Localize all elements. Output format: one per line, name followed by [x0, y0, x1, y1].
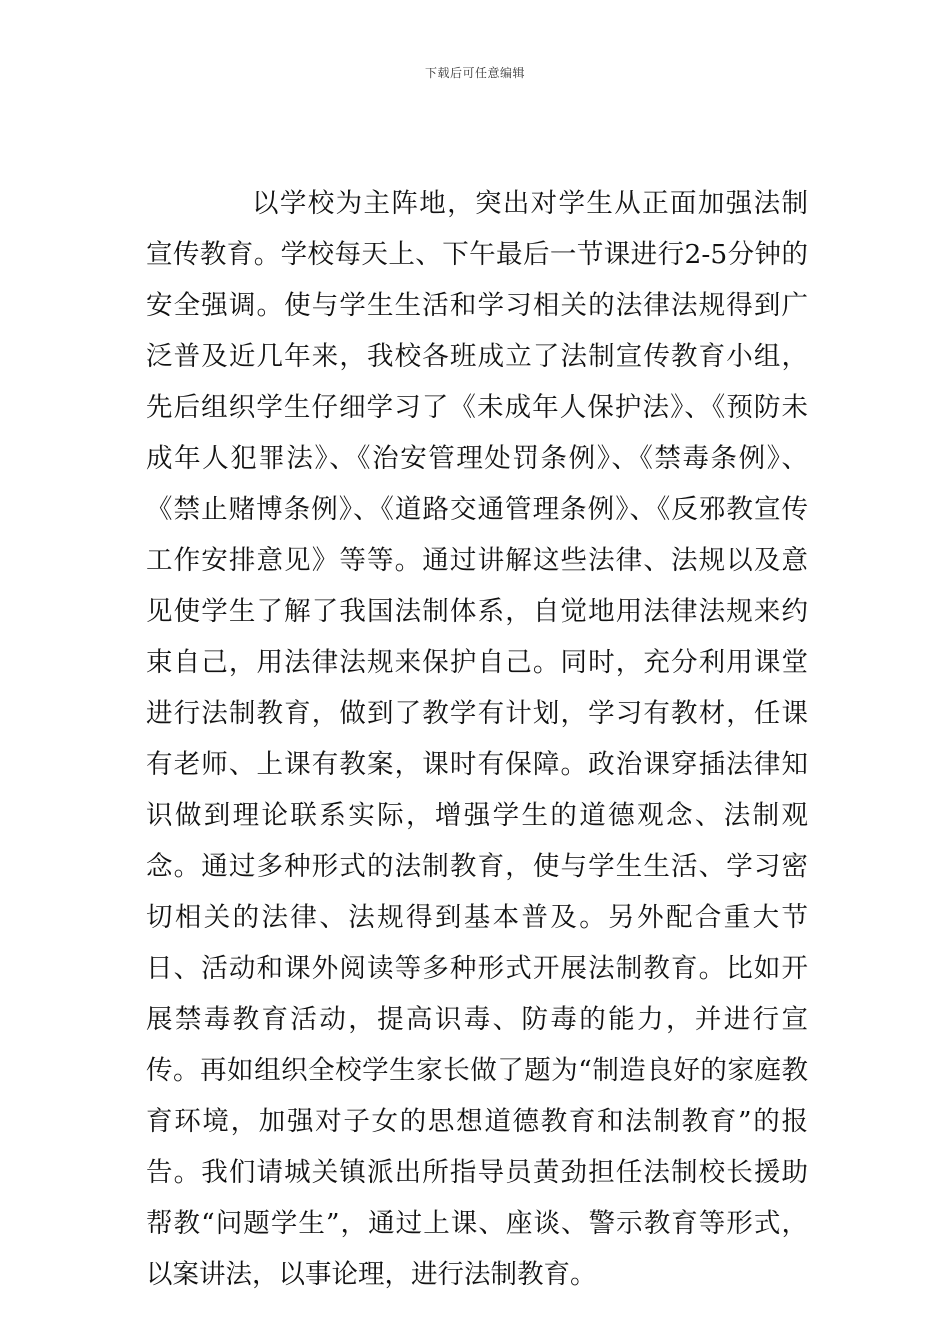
page-header: 下载后可任意编辑: [424, 66, 525, 80]
body-paragraph: 以学校为主阵地，突出对学生从正面加强法制宣传教育。学校每天上、下午最后一节课进行2-5分钟的安全强调。使与学生生活和学习相关的法律法规得到广泛普及近几年来，我校各班成立了法制宣传教育小组，先后组织学生仔细学习了《未成年人保护法》、《预防未成年人犯罪法》、《治安管理处罚条例》、《禁毒条例》、《禁止赌博条例》、《道路交通管理条例》、《反邪教宣传工作安排意见》等等。通过讲解这些法律、法规以及意见使学生了解了我国法制体系，自觉地用法律法规来约束自己，用法律法规来保护自己。同时，充分利用课堂进行法制教育，做到了教学有计划，学习有教材，任课有老师、上课有教案，课时有保障。政治课穿插法律知识做到理论联系实际，增强学生的道德观念、法制观念。通过多种形式的法制教育，使与学生生活、学习密切相关的法律、法规得到基本普及。另外配合重大节日、活动和课外阅读等多种形式开展法制教育。比如开展禁毒教育活动，提高识毒、防毒的能力，并进行宣传。再如组织全校学生家长做了题为“制造良好的家庭教育环境，加强对子女的思想道德教育和法制教育”的报告。我们请城关镇派出所指导员黄劲担任法制校长援助帮教“问题学生”，通过上课、座谈、警示教育等形式，以案讲法，以事论理，进行法制教育。: [146, 188, 808, 1290]
